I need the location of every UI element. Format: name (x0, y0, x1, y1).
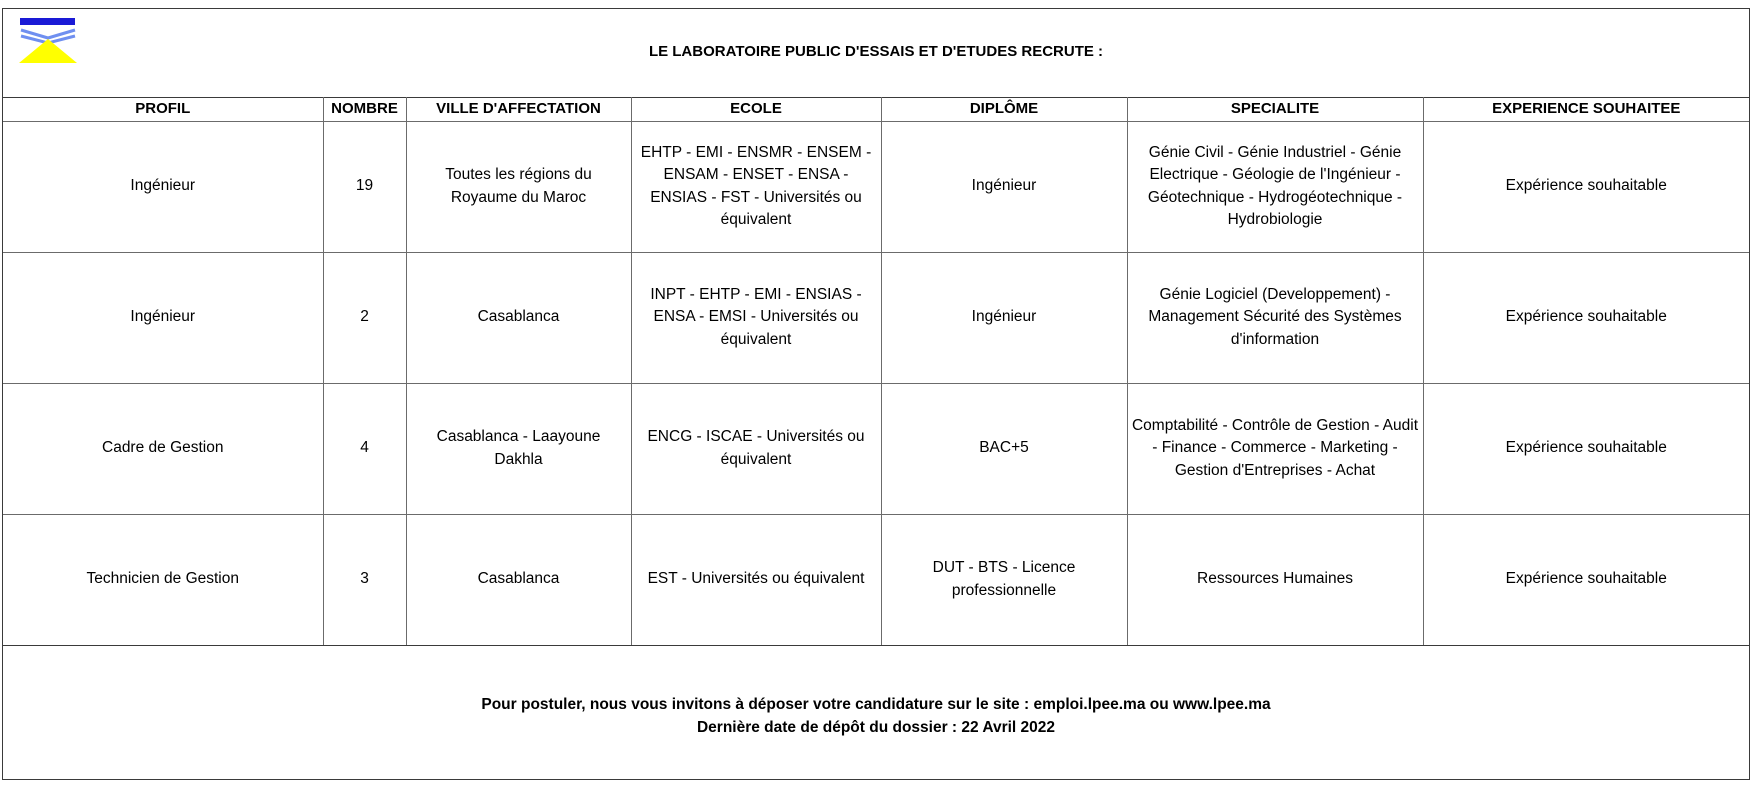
cell-nombre: 2 (323, 252, 406, 383)
cell-profil: Technicien de Gestion (3, 514, 323, 645)
table-header-row (3, 98, 1749, 122)
cell-ecole: EHTP - EMI - ENSMR - ENSEM - ENSAM - ENSET - ENSA - ENSIAS - FST - Universités ou équivalent (631, 121, 881, 252)
column-header-diplome: DIPLÔME (881, 98, 1127, 122)
cell-profil: Ingénieur (3, 252, 323, 383)
cell-diplome: Ingénieur (881, 121, 1127, 252)
cell-experience: Expérience souhaitable (1423, 514, 1749, 645)
cell-specialite: Ressources Humaines (1127, 514, 1423, 645)
cell-experience: Expérience souhaitable (1423, 252, 1749, 383)
cell-experience: Expérience souhaitable (1423, 383, 1749, 514)
table-row (3, 121, 1749, 252)
cell-diplome: BAC+5 (881, 383, 1127, 514)
cell-ville: Casablanca - Laayoune Dakhla (406, 383, 631, 514)
table-row (3, 514, 1749, 645)
cell-diplome: Ingénieur (881, 252, 1127, 383)
page-title: LE LABORATOIRE PUBLIC D'ESSAIS ET D'ETUDES RECRUTE : (648, 43, 1104, 60)
job-offers-table (3, 97, 1749, 646)
cell-specialite: Génie Logiciel (Developpement) - Management Sécurité des Systèmes d'information (1127, 252, 1423, 383)
cell-nombre: 19 (323, 121, 406, 252)
cell-profil: Ingénieur (3, 121, 323, 252)
column-header-ville: VILLE D'AFFECTATION (406, 98, 631, 122)
cell-nombre: 4 (323, 383, 406, 514)
recruitment-sheet (2, 8, 1750, 780)
cell-nombre: 3 (323, 514, 406, 645)
cell-profil: Cadre de Gestion (3, 383, 323, 514)
column-header-experience: EXPERIENCE SOUHAITEE (1423, 98, 1749, 122)
cell-ville: Toutes les régions du Royaume du Maroc (406, 121, 631, 252)
cell-ville: Casablanca (406, 514, 631, 645)
cell-ville: Casablanca (406, 252, 631, 383)
deadline-line: Dernière date de dépôt du dossier : 22 Avril 2022 (696, 719, 1056, 736)
column-header-profil: PROFIL (3, 98, 323, 122)
table-row (3, 383, 1749, 514)
table-row (3, 252, 1749, 383)
cell-specialite: Comptabilité - Contrôle de Gestion - Audit - Finance - Commerce - Marketing - Gestion d'Entreprises - Achat (1127, 383, 1423, 514)
cell-ecole: INPT - EHTP - EMI - ENSIAS - ENSA - EMSI - Universités ou équivalent (631, 252, 881, 383)
cell-ecole: EST - Universités ou équivalent (631, 514, 881, 645)
cell-experience: Expérience souhaitable (1423, 121, 1749, 252)
logo-bar (20, 18, 75, 25)
column-header-ecole: ECOLE (631, 98, 881, 122)
cell-specialite: Génie Civil - Génie Industriel - Génie Electrique - Géologie de l'Ingénieur - Géotechnique - Hydrogéotechnique - Hydrobiologie (1127, 121, 1423, 252)
cell-ecole: ENCG - ISCAE - Universités ou équivalent (631, 383, 881, 514)
apply-instructions-line: Pour postuler, nous vous invitons à déposer votre candidature sur le site : emploi.lpee.ma ou www.lpee.ma (481, 696, 1271, 713)
column-header-specialite: SPECIALITE (1127, 98, 1423, 122)
cell-diplome: DUT - BTS - Licence professionnelle (881, 514, 1127, 645)
application-instructions (3, 693, 1749, 739)
column-header-nombre: NOMBRE (323, 98, 406, 122)
